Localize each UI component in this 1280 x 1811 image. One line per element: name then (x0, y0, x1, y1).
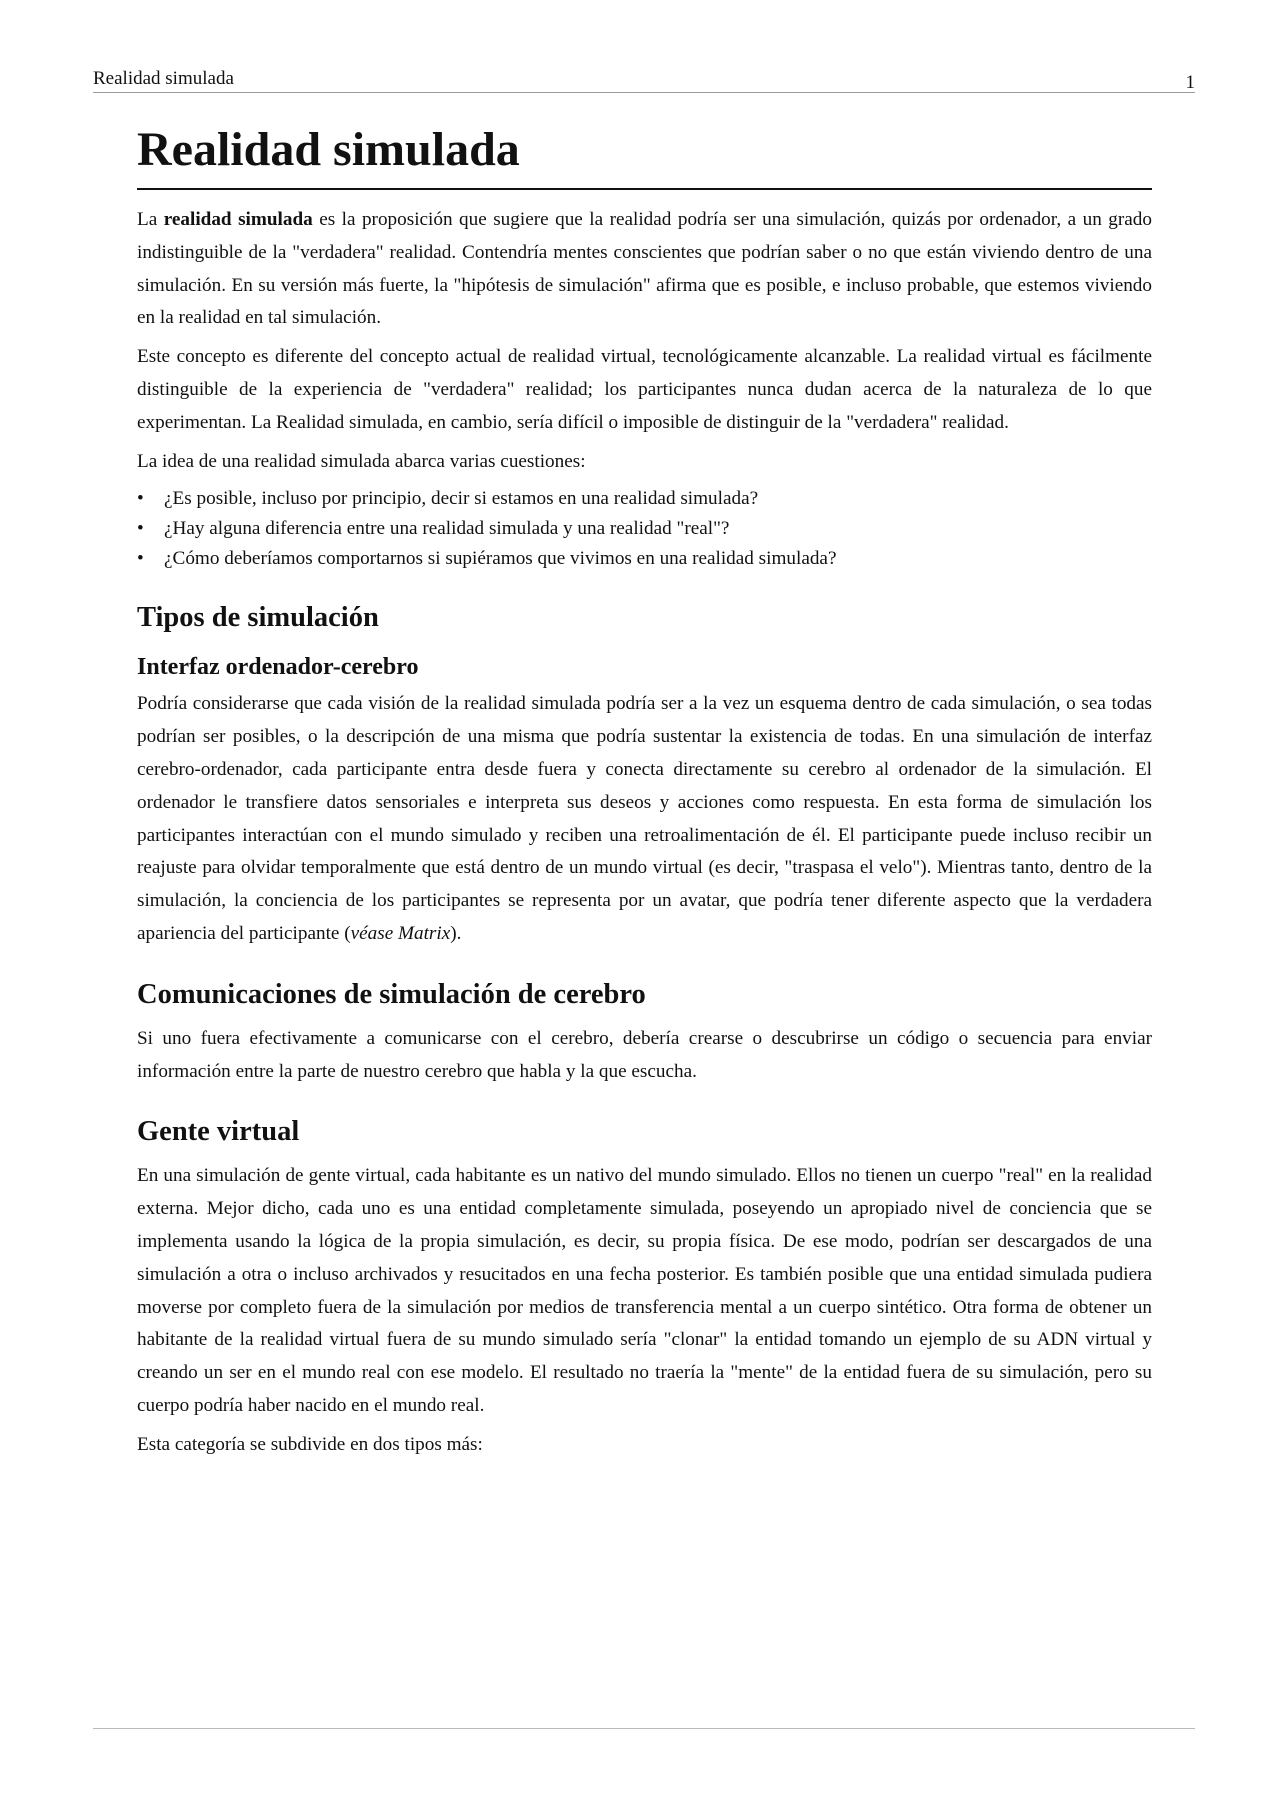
paragraph-gente: En una simulación de gente virtual, cada habitante es un nativo del mundo simulado. Ellos no tienen un cuerpo "real" en la realidad externa. Mejor dicho, cada uno es una entidad completamente simulada, poseyendo un apropiado nivel de conciencia que se implementa usando la lógica de la propia simulación, es decir, su propia física. De ese modo, podrían ser descargados de una simulación a otra o incluso archivados y resucitados en una fecha posterior. Es también posible que una entidad simulada pudiera moverse por completo fuera de la simulación por medios de transferencia mental a un cuerpo sintético. Otra forma de obtener un habitante de la realidad virtual fuera de su mundo simulado sería "clonar" la entidad tomando un ejemplo de su ADN virtual y creando un ser en el mundo real con ese modelo. El resultado no traería la "mente" de la entidad fuera de su simulación, pero su cuerpo podría haber nacido en el mundo real. (137, 1165, 1152, 1416)
paragraph-comunicaciones: Si uno fuera efectivamente a comunicarse con el cerebro, debería crearse o descubrirse un código o secuencia para enviar información entre la parte de nuestro cerebro que habla y la que escucha. (137, 1027, 1152, 1082)
questions-list (137, 484, 1152, 574)
paragraph-questions-intro: La idea de una realidad simulada abarca varias cuestiones: (137, 450, 586, 472)
article-title: Realidad simulada (137, 118, 1152, 190)
list-item (137, 514, 1152, 544)
section-heading-comunicaciones: Comunicaciones de simulación de cerebro (137, 978, 646, 1010)
footer-divider (93, 1728, 1195, 1729)
interfaz-text: Podría considerarse que cada visión de la realidad simulada podría ser a la vez un esquema dentro de cada simulación, o sea todas podrían ser posibles, o la descripción de una misma que podría sustentar la existencia de todas. En una simulación de interfaz cerebro-ordenador, cada participante entra desde fuera y conecta directamente su cerebro al ordenador de la simulación. El ordenador le transfiere datos sensoriales e interpreta sus deseos y acciones como respuesta. En esta forma de simulación los participantes interactúan con el mundo simulado y reciben una retroalimentación de él. El participante puede incluso recibir un reajuste para olvidar temporalmente que está dentro de un mundo virtual (es decir, "traspasa el velo"). Mientras tanto, dentro de la simulación, la conciencia de los participantes se representa por un avatar, que podría tener diferente aspecto que la verdadera apariencia del participante ( (137, 693, 1152, 944)
running-header (93, 62, 1195, 93)
intro-paragraph (137, 204, 1152, 335)
intro-rest: es la proposición que sugiere que la realidad podría ser una simulación, quizás por ordenador, a un grado indistinguible de la "verdadera" realidad. Contendría mentes conscientes que podrían saber o no que están viviendo dentro de una simulación. En su versión más fuerte, la "hipótesis de simulación" afirma que es posible, e incluso probable, que estemos viviendo en la realidad en tal simulación. (137, 209, 1152, 329)
intro-bold-term: realidad simulada (163, 209, 313, 230)
bullet: • (137, 518, 144, 540)
article-body (137, 118, 1152, 1468)
list-item-text: ¿Cómo deberíamos comportarnos si supiéramos que vivimos en una realidad simulada? (164, 548, 837, 570)
list-item-text: ¿Es posible, incluso por principio, decir si estamos en una realidad simulada? (164, 488, 759, 510)
paragraph-virtual-reality: Este concepto es diferente del concepto actual de realidad virtual, tecnológicamente alcanzable. La realidad virtual es fácilmente distinguible de la experiencia de "verdadera" realidad; los participantes nunca dudan acerca de la naturaleza de lo que experimentan. La Realidad simulada, en cambio, sería difícil o imposible de distinguir de la "verdadera" realidad. (137, 346, 1152, 433)
matrix-reference: véase Matrix (350, 922, 451, 944)
list-item (137, 484, 1152, 514)
paragraph-interfaz (137, 688, 1152, 950)
page-number: 1 (1185, 72, 1195, 93)
subsection-heading-interfaz: Interfaz ordenador-cerebro (137, 654, 419, 681)
bullet: • (137, 488, 144, 510)
running-title: Realidad simulada (93, 68, 234, 89)
section-heading-tipos: Tipos de simulación (137, 602, 379, 634)
list-item (137, 544, 1152, 574)
intro-lead: La (137, 209, 164, 230)
bullet: • (137, 548, 144, 570)
paragraph-gente-closing: Esta categoría se subdivide en dos tipos más: (137, 1433, 483, 1455)
interfaz-text-end: ). (450, 922, 462, 944)
section-heading-gente: Gente virtual (137, 1116, 300, 1148)
list-item-text: ¿Hay alguna diferencia entre una realidad simulada y una realidad "real"? (164, 518, 730, 540)
